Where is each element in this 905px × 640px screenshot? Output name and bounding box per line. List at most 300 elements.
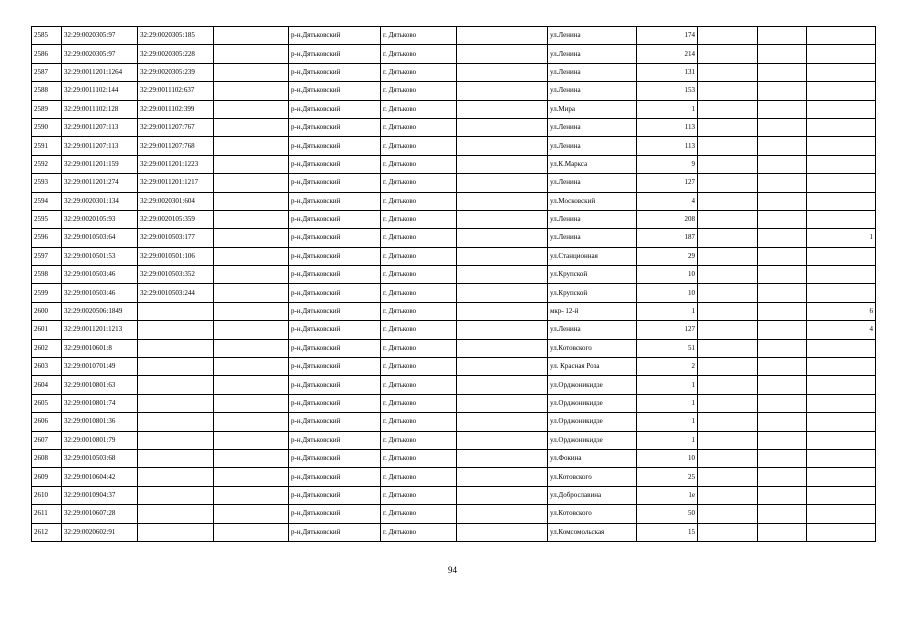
cell-row-number: 2587 — [32, 63, 62, 81]
cell-blank-col-a — [214, 284, 289, 302]
cell-blank-col-c — [698, 468, 758, 486]
table-row — [32, 468, 876, 486]
cell-street: ул.Комсомольская — [548, 523, 637, 541]
cell-city: г. Дятьково — [381, 82, 457, 100]
cell-row-number: 2593 — [32, 174, 62, 192]
cell-district: р-н.Дятьковский — [289, 468, 381, 486]
cell-street: ул.Ленина — [548, 210, 637, 228]
cell-cadastral-number: 32:29:0010801:63 — [62, 376, 138, 394]
cell-object-cadastral-number: 32:29:0011102:399 — [138, 100, 214, 118]
cell-extra-value — [807, 192, 876, 210]
cell-district: р-н.Дятьковский — [289, 339, 381, 357]
cell-cadastral-number: 32:29:0010503:64 — [62, 229, 138, 247]
cell-house-number: 113 — [637, 118, 698, 136]
cell-cadastral-number: 32:29:0010904:37 — [62, 486, 138, 504]
cell-blank-col-c — [698, 321, 758, 339]
cell-street: ул.Ленина — [548, 321, 637, 339]
cell-row-number: 2608 — [32, 449, 62, 467]
cell-blank-col-d — [758, 339, 807, 357]
cell-blank-col-b — [457, 486, 548, 504]
cell-street: ул.Крупской — [548, 266, 637, 284]
cell-city: г. Дятьково — [381, 376, 457, 394]
cell-blank-col-c — [698, 394, 758, 412]
cell-blank-col-b — [457, 229, 548, 247]
cell-city: г. Дятьково — [381, 431, 457, 449]
cell-extra-value — [807, 174, 876, 192]
cell-street: ул.Котовского — [548, 339, 637, 357]
cell-extra-value — [807, 376, 876, 394]
cell-blank-col-b — [457, 523, 548, 541]
cell-district: р-н.Дятьковский — [289, 284, 381, 302]
cell-blank-col-d — [758, 358, 807, 376]
cell-blank-col-c — [698, 413, 758, 431]
page-number: 94 — [448, 565, 457, 575]
cell-street: ул.Станционная — [548, 247, 637, 265]
cell-row-number: 2595 — [32, 210, 62, 228]
cell-blank-col-c — [698, 45, 758, 63]
cell-extra-value — [807, 155, 876, 173]
cell-house-number: 2 — [637, 358, 698, 376]
cell-blank-col-a — [214, 339, 289, 357]
cell-extra-value: 6 — [807, 302, 876, 320]
cell-row-number: 2604 — [32, 376, 62, 394]
cell-blank-col-c — [698, 155, 758, 173]
cell-blank-col-b — [457, 321, 548, 339]
cell-street: ул.Ленина — [548, 45, 637, 63]
cell-blank-col-b — [457, 210, 548, 228]
cell-blank-col-c — [698, 229, 758, 247]
cell-street: ул.Ленина — [548, 63, 637, 81]
cell-blank-col-c — [698, 284, 758, 302]
cell-object-cadastral-number: 32:29:0010501:106 — [138, 247, 214, 265]
cell-blank-col-b — [457, 339, 548, 357]
cell-object-cadastral-number: 32:29:0011207:768 — [138, 137, 214, 155]
cell-blank-col-d — [758, 192, 807, 210]
table-row — [32, 27, 876, 45]
cell-street: ул.Крупской — [548, 284, 637, 302]
cell-object-cadastral-number — [138, 505, 214, 523]
cell-extra-value — [807, 468, 876, 486]
cell-blank-col-b — [457, 468, 548, 486]
cell-row-number: 2585 — [32, 27, 62, 45]
cell-blank-col-d — [758, 63, 807, 81]
cell-blank-col-d — [758, 431, 807, 449]
table-row — [32, 174, 876, 192]
cell-object-cadastral-number — [138, 394, 214, 412]
cell-blank-col-d — [758, 247, 807, 265]
cell-blank-col-d — [758, 523, 807, 541]
cell-blank-col-c — [698, 266, 758, 284]
table-row — [32, 413, 876, 431]
cell-district: р-н.Дятьковский — [289, 486, 381, 504]
cell-city: г. Дятьково — [381, 174, 457, 192]
cell-extra-value — [807, 210, 876, 228]
cell-district: р-н.Дятьковский — [289, 394, 381, 412]
cell-extra-value: 1 — [807, 229, 876, 247]
cell-blank-col-a — [214, 192, 289, 210]
cell-city: г. Дятьково — [381, 45, 457, 63]
cell-house-number: 25 — [637, 468, 698, 486]
table-row — [32, 486, 876, 504]
cell-cadastral-number: 32:29:0010801:79 — [62, 431, 138, 449]
cell-blank-col-a — [214, 45, 289, 63]
cell-district: р-н.Дятьковский — [289, 174, 381, 192]
cell-street: мкр- 12-й — [548, 302, 637, 320]
cell-city: г. Дятьково — [381, 449, 457, 467]
cell-blank-col-d — [758, 118, 807, 136]
cell-row-number: 2602 — [32, 339, 62, 357]
cell-blank-col-b — [457, 118, 548, 136]
cell-house-number: 1 — [637, 431, 698, 449]
cell-object-cadastral-number — [138, 449, 214, 467]
cell-cadastral-number: 32:29:0010503:46 — [62, 284, 138, 302]
cell-district: р-н.Дятьковский — [289, 321, 381, 339]
cell-extra-value — [807, 394, 876, 412]
cell-district: р-н.Дятьковский — [289, 431, 381, 449]
cell-object-cadastral-number: 32:29:0011102:637 — [138, 82, 214, 100]
cell-city: г. Дятьково — [381, 284, 457, 302]
cell-district: р-н.Дятьковский — [289, 302, 381, 320]
cell-district: р-н.Дятьковский — [289, 45, 381, 63]
cell-extra-value — [807, 118, 876, 136]
table-row — [32, 266, 876, 284]
cell-city: г. Дятьково — [381, 137, 457, 155]
cell-row-number: 2612 — [32, 523, 62, 541]
cell-blank-col-b — [457, 358, 548, 376]
table-row — [32, 358, 876, 376]
cell-extra-value — [807, 431, 876, 449]
cell-object-cadastral-number: 32:29:0011201:1223 — [138, 155, 214, 173]
cell-house-number: 10 — [637, 284, 698, 302]
cell-object-cadastral-number — [138, 358, 214, 376]
cell-district: р-н.Дятьковский — [289, 358, 381, 376]
cell-cadastral-number: 32:29:0020305:97 — [62, 45, 138, 63]
cell-blank-col-d — [758, 229, 807, 247]
cell-city: г. Дятьково — [381, 247, 457, 265]
cell-row-number: 2611 — [32, 505, 62, 523]
cell-house-number: 1 — [637, 394, 698, 412]
cell-blank-col-a — [214, 431, 289, 449]
cell-blank-col-a — [214, 468, 289, 486]
cell-blank-col-a — [214, 486, 289, 504]
cell-house-number: 9 — [637, 155, 698, 173]
cell-street: ул.Фокина — [548, 449, 637, 467]
cell-street: ул.Ленина — [548, 82, 637, 100]
cell-extra-value — [807, 523, 876, 541]
table-row — [32, 431, 876, 449]
cell-district: р-н.Дятьковский — [289, 155, 381, 173]
cell-blank-col-a — [214, 321, 289, 339]
cell-blank-col-d — [758, 210, 807, 228]
cell-blank-col-b — [457, 302, 548, 320]
table-row — [32, 302, 876, 320]
cell-extra-value — [807, 505, 876, 523]
cell-city: г. Дятьково — [381, 63, 457, 81]
cell-house-number: 214 — [637, 45, 698, 63]
cell-cadastral-number: 32:29:0011207:113 — [62, 118, 138, 136]
cell-blank-col-a — [214, 505, 289, 523]
cell-object-cadastral-number: 32:29:0020305:185 — [138, 27, 214, 45]
cell-row-number: 2586 — [32, 45, 62, 63]
cell-house-number: 1 — [637, 376, 698, 394]
cell-object-cadastral-number: 32:29:0010503:177 — [138, 229, 214, 247]
cell-row-number: 2597 — [32, 247, 62, 265]
cell-object-cadastral-number: 32:29:0011207:767 — [138, 118, 214, 136]
cell-blank-col-a — [214, 63, 289, 81]
cell-blank-col-b — [457, 247, 548, 265]
cell-blank-col-c — [698, 523, 758, 541]
cell-cadastral-number: 32:29:0020305:97 — [62, 27, 138, 45]
cell-street: ул.Орджоникидзе — [548, 431, 637, 449]
cell-extra-value — [807, 100, 876, 118]
cell-house-number: 187 — [637, 229, 698, 247]
cell-object-cadastral-number — [138, 468, 214, 486]
cell-cadastral-number: 32:29:0011201:1264 — [62, 63, 138, 81]
cell-blank-col-b — [457, 63, 548, 81]
cell-blank-col-c — [698, 376, 758, 394]
cell-blank-col-b — [457, 137, 548, 155]
cell-blank-col-a — [214, 394, 289, 412]
cell-blank-col-b — [457, 100, 548, 118]
table-row — [32, 449, 876, 467]
cell-blank-col-a — [214, 155, 289, 173]
cell-blank-col-b — [457, 413, 548, 431]
cell-object-cadastral-number: 32:29:0010503:352 — [138, 266, 214, 284]
cell-blank-col-d — [758, 321, 807, 339]
cell-cadastral-number: 32:29:0011201:1213 — [62, 321, 138, 339]
cell-house-number: 174 — [637, 27, 698, 45]
cell-house-number: 10 — [637, 449, 698, 467]
table-row — [32, 155, 876, 173]
cell-object-cadastral-number — [138, 413, 214, 431]
cell-object-cadastral-number: 32:29:0020105:359 — [138, 210, 214, 228]
registry-table — [31, 26, 876, 542]
cell-blank-col-b — [457, 394, 548, 412]
cell-house-number: 4 — [637, 192, 698, 210]
cell-cadastral-number: 32:29:0010801:74 — [62, 394, 138, 412]
cell-blank-col-a — [214, 137, 289, 155]
cell-street: ул.Мира — [548, 100, 637, 118]
cell-street: ул.Московский — [548, 192, 637, 210]
cell-blank-col-b — [457, 449, 548, 467]
cell-street: ул.Котовского — [548, 468, 637, 486]
cell-blank-col-b — [457, 284, 548, 302]
cell-district: р-н.Дятьковский — [289, 523, 381, 541]
cell-city: г. Дятьково — [381, 118, 457, 136]
cell-street: ул.Орджоникидзе — [548, 413, 637, 431]
cell-city: г. Дятьково — [381, 321, 457, 339]
table-row — [32, 284, 876, 302]
cell-blank-col-b — [457, 27, 548, 45]
table-row — [32, 505, 876, 523]
cell-blank-col-c — [698, 210, 758, 228]
cell-blank-col-a — [214, 229, 289, 247]
cell-blank-col-d — [758, 82, 807, 100]
cell-blank-col-d — [758, 468, 807, 486]
cell-blank-col-c — [698, 431, 758, 449]
cell-extra-value — [807, 82, 876, 100]
table-row — [32, 523, 876, 541]
cell-blank-col-c — [698, 339, 758, 357]
cell-blank-col-d — [758, 137, 807, 155]
cell-blank-col-a — [214, 210, 289, 228]
cell-row-number: 2594 — [32, 192, 62, 210]
cell-blank-col-b — [457, 174, 548, 192]
cell-blank-col-b — [457, 155, 548, 173]
cell-cadastral-number: 32:29:0020506:1849 — [62, 302, 138, 320]
cell-city: г. Дятьково — [381, 302, 457, 320]
cell-blank-col-d — [758, 155, 807, 173]
cell-object-cadastral-number — [138, 486, 214, 504]
cell-blank-col-d — [758, 45, 807, 63]
cell-city: г. Дятьково — [381, 358, 457, 376]
cell-district: р-н.Дятьковский — [289, 229, 381, 247]
cell-street: ул.Ленина — [548, 118, 637, 136]
cell-city: г. Дятьково — [381, 229, 457, 247]
cell-object-cadastral-number: 32:29:0011201:1217 — [138, 174, 214, 192]
cell-district: р-н.Дятьковский — [289, 210, 381, 228]
cell-blank-col-a — [214, 358, 289, 376]
cell-blank-col-c — [698, 100, 758, 118]
cell-blank-col-d — [758, 449, 807, 467]
cell-blank-col-a — [214, 266, 289, 284]
cell-cadastral-number: 32:29:0010503:46 — [62, 266, 138, 284]
cell-blank-col-a — [214, 523, 289, 541]
cell-blank-col-d — [758, 174, 807, 192]
cell-extra-value — [807, 45, 876, 63]
cell-extra-value — [807, 247, 876, 265]
cell-object-cadastral-number — [138, 302, 214, 320]
cell-city: г. Дятьково — [381, 394, 457, 412]
cell-blank-col-a — [214, 449, 289, 467]
cell-row-number: 2590 — [32, 118, 62, 136]
cell-cadastral-number: 32:29:0010503:68 — [62, 449, 138, 467]
cell-city: г. Дятьково — [381, 210, 457, 228]
cell-extra-value — [807, 63, 876, 81]
cell-house-number: 15 — [637, 523, 698, 541]
cell-cadastral-number: 32:29:0020602:91 — [62, 523, 138, 541]
cell-house-number: 208 — [637, 210, 698, 228]
cell-blank-col-c — [698, 63, 758, 81]
cell-street: ул.Орджоникидзе — [548, 376, 637, 394]
cell-extra-value — [807, 449, 876, 467]
cell-row-number: 2605 — [32, 394, 62, 412]
cell-blank-col-d — [758, 27, 807, 45]
cell-blank-col-d — [758, 266, 807, 284]
cell-row-number: 2596 — [32, 229, 62, 247]
cell-blank-col-c — [698, 302, 758, 320]
cell-cadastral-number: 32:29:0011201:159 — [62, 155, 138, 173]
cell-extra-value — [807, 284, 876, 302]
cell-house-number: 29 — [637, 247, 698, 265]
cell-blank-col-b — [457, 505, 548, 523]
cell-extra-value — [807, 339, 876, 357]
cell-blank-col-d — [758, 376, 807, 394]
cell-row-number: 2598 — [32, 266, 62, 284]
cell-house-number: 10 — [637, 266, 698, 284]
cell-district: р-н.Дятьковский — [289, 376, 381, 394]
cell-city: г. Дятьково — [381, 413, 457, 431]
table-row — [32, 321, 876, 339]
cell-extra-value — [807, 358, 876, 376]
cell-object-cadastral-number — [138, 339, 214, 357]
table-row — [32, 376, 876, 394]
cell-blank-col-c — [698, 358, 758, 376]
cell-district: р-н.Дятьковский — [289, 100, 381, 118]
cell-blank-col-a — [214, 413, 289, 431]
cell-blank-col-b — [457, 266, 548, 284]
cell-blank-col-b — [457, 45, 548, 63]
cell-cadastral-number: 32:29:0011102:144 — [62, 82, 138, 100]
cell-cadastral-number: 32:29:0011201:274 — [62, 174, 138, 192]
cell-row-number: 2589 — [32, 100, 62, 118]
table-row — [32, 100, 876, 118]
cell-street: ул.Ленина — [548, 27, 637, 45]
cell-extra-value — [807, 266, 876, 284]
cell-street: ул.Ленина — [548, 174, 637, 192]
cell-cadastral-number: 32:29:0020301:134 — [62, 192, 138, 210]
cell-blank-col-a — [214, 100, 289, 118]
table-row — [32, 192, 876, 210]
cell-cadastral-number: 32:29:0010501:53 — [62, 247, 138, 265]
cell-street: ул. Красная Роза — [548, 358, 637, 376]
cell-city: г. Дятьково — [381, 468, 457, 486]
cell-blank-col-c — [698, 82, 758, 100]
cell-house-number: 1 — [637, 413, 698, 431]
cell-blank-col-a — [214, 118, 289, 136]
table-row — [32, 229, 876, 247]
cell-row-number: 2609 — [32, 468, 62, 486]
cell-house-number: 1 — [637, 302, 698, 320]
cell-street: ул.Котовского — [548, 505, 637, 523]
table-row — [32, 118, 876, 136]
cell-cadastral-number: 32:29:0010601:8 — [62, 339, 138, 357]
cell-blank-col-d — [758, 100, 807, 118]
cell-blank-col-d — [758, 413, 807, 431]
cell-extra-value — [807, 486, 876, 504]
cell-cadastral-number: 32:29:0010701:49 — [62, 358, 138, 376]
table-row — [32, 247, 876, 265]
cell-extra-value — [807, 137, 876, 155]
cell-street: ул.Доброславина — [548, 486, 637, 504]
table-row — [32, 45, 876, 63]
cell-row-number: 2591 — [32, 137, 62, 155]
cell-blank-col-c — [698, 247, 758, 265]
cell-object-cadastral-number — [138, 321, 214, 339]
cell-house-number: 113 — [637, 137, 698, 155]
cell-district: р-н.Дятьковский — [289, 82, 381, 100]
cell-district: р-н.Дятьковский — [289, 449, 381, 467]
cell-district: р-н.Дятьковский — [289, 266, 381, 284]
cell-district: р-н.Дятьковский — [289, 118, 381, 136]
cell-row-number: 2603 — [32, 358, 62, 376]
cell-blank-col-c — [698, 449, 758, 467]
cell-blank-col-d — [758, 505, 807, 523]
cell-cadastral-number: 32:29:0011102:128 — [62, 100, 138, 118]
cell-street: ул.Орджоникидзе — [548, 394, 637, 412]
cell-blank-col-a — [214, 376, 289, 394]
cell-city: г. Дятьково — [381, 100, 457, 118]
table-row — [32, 63, 876, 81]
cell-city: г. Дятьково — [381, 27, 457, 45]
cell-city: г. Дятьково — [381, 505, 457, 523]
cell-row-number: 2610 — [32, 486, 62, 504]
cell-blank-col-a — [214, 302, 289, 320]
cell-object-cadastral-number: 32:29:0020305:239 — [138, 63, 214, 81]
cell-house-number: 1 — [637, 100, 698, 118]
cell-blank-col-d — [758, 486, 807, 504]
cell-cadastral-number: 32:29:0010801:36 — [62, 413, 138, 431]
